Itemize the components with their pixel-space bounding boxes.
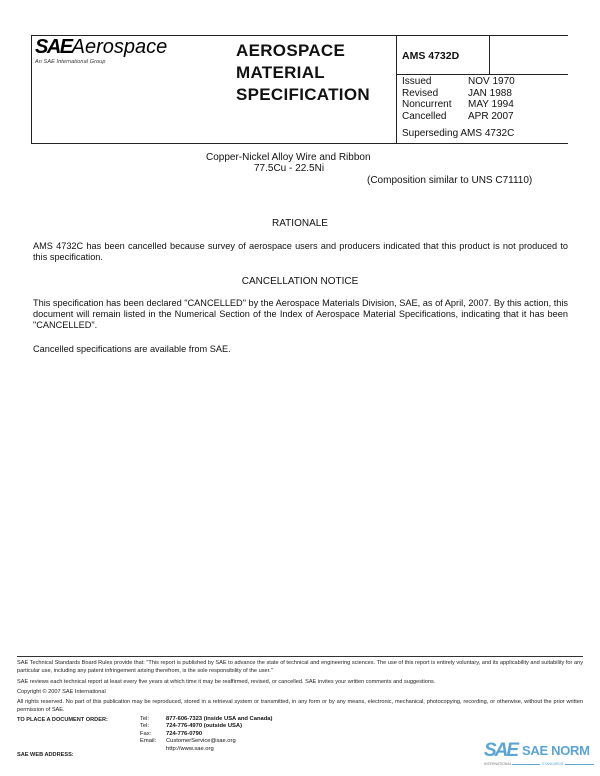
web-address-link[interactable]: http://www.sae.org xyxy=(166,745,214,752)
watermark-sub-right: STANDARDS xyxy=(542,762,564,766)
watermark-sub-left: INTERNATIONAL xyxy=(484,762,512,766)
rationale-heading: RATIONALE xyxy=(272,218,328,229)
subject-uns-similar: (Composition similar to UNS C71110) xyxy=(367,175,533,186)
document-type-title xyxy=(236,40,370,106)
contact-email[interactable]: CustomerService@sae.org xyxy=(166,738,236,745)
date-label: Noncurrent xyxy=(402,99,452,111)
title-line: MATERIAL xyxy=(236,63,325,82)
contact-row xyxy=(140,731,272,738)
order-label: TO PLACE A DOCUMENT ORDER: xyxy=(17,717,108,723)
availability-paragraph: Cancelled specifications are available from SAE. xyxy=(33,344,231,354)
footer-rules-text: SAE Technical Standards Board Rules provide that: "This report is published by SAE to advance the state of technical and engineering sciences. The use of this report is entirely voluntary, and its applicability and suitability for any particular use, including any patent infringement arising therefrom, is the sole responsibility of the user." xyxy=(17,660,583,674)
subject-composition: 77.5Cu - 22.5Ni xyxy=(254,163,325,174)
contact-value: 724-776-0790 xyxy=(166,730,203,737)
date-row-issued xyxy=(402,76,515,88)
logo-brand: SAE xyxy=(35,36,72,58)
footer-rule xyxy=(17,656,583,657)
title-line: AEROSPACE xyxy=(236,41,346,60)
contact-row xyxy=(140,746,272,753)
number-box-bottom xyxy=(396,74,568,75)
contact-label: Tel: xyxy=(140,716,150,722)
document-dates xyxy=(402,76,515,122)
sae-aerospace-logo xyxy=(35,36,167,59)
title-line: SPECIFICATION xyxy=(236,85,370,104)
contact-label: Fax: xyxy=(140,730,152,737)
logo-product: Aerospace xyxy=(71,36,168,58)
sae-mark-icon: SAE xyxy=(484,740,518,761)
contact-value: 724-776-4970 (outside USA) xyxy=(166,723,243,730)
contact-row xyxy=(140,723,272,730)
contact-row xyxy=(140,716,272,723)
contact-label: Email: xyxy=(140,738,157,745)
contact-value: 877-606-7323 (inside USA and Canada) xyxy=(166,716,273,722)
document-number: AMS 4732D xyxy=(402,50,460,62)
date-row-revised xyxy=(402,88,515,100)
contact-label: Tel: xyxy=(140,723,150,730)
cancellation-heading: CANCELLATION NOTICE xyxy=(241,276,359,287)
web-address-label: SAE WEB ADDRESS: xyxy=(17,752,74,758)
footer-copyright: Copyright © 2007 SAE International xyxy=(17,689,106,695)
footer-rights-text: All rights reserved. No part of this publication may be reproduced, stored in a retrieval system or transmitted, in any form or by any means, electronic, mechanical, photocopying, recording, or otherwise, without the prior written permission of SAE. xyxy=(17,699,583,713)
logo-tagline: An SAE International Group xyxy=(35,59,106,65)
cancellation-paragraph: This specification has been declared "CANCELLED" by the Aerospace Materials Division, SAE, as of April, 2007. By this action, this document will remain listed in the Numerical Section of the Index of Aerospace Material Specifications, indicating that it has been "CANCELLED". xyxy=(33,298,568,331)
header-left-border xyxy=(31,35,32,144)
date-label: Revised xyxy=(402,87,439,99)
order-contacts xyxy=(140,716,272,753)
header-divider xyxy=(396,35,397,144)
superseding-note: Superseding AMS 4732C xyxy=(402,128,515,139)
date-value: NOV 1970 xyxy=(468,76,515,87)
date-value: JAN 1988 xyxy=(468,87,512,99)
date-value: APR 2007 xyxy=(468,110,514,122)
number-box-divider xyxy=(489,35,490,74)
date-label: Cancelled xyxy=(402,110,447,122)
contact-row xyxy=(140,738,272,745)
date-value: MAY 1994 xyxy=(468,99,514,111)
date-row-noncurrent xyxy=(402,99,515,111)
date-row-cancelled xyxy=(402,111,515,123)
subject-title: Copper-Nickel Alloy Wire and Ribbon xyxy=(206,152,371,163)
date-label: Issued xyxy=(402,76,432,87)
footer-review-text: SAE reviews each technical report at least every five years at which time it may be reaffirmed, revised, or cancelled. SAE invites your written comments and suggestions. xyxy=(17,679,436,685)
watermark-name: SAE NORM xyxy=(522,743,590,758)
rationale-paragraph: AMS 4732C has been cancelled because survey of aerospace users and producers indicated that this product is not produced to this specification. xyxy=(33,241,568,263)
sae-norm-watermark xyxy=(484,741,594,771)
header-bottom-border xyxy=(31,143,568,144)
